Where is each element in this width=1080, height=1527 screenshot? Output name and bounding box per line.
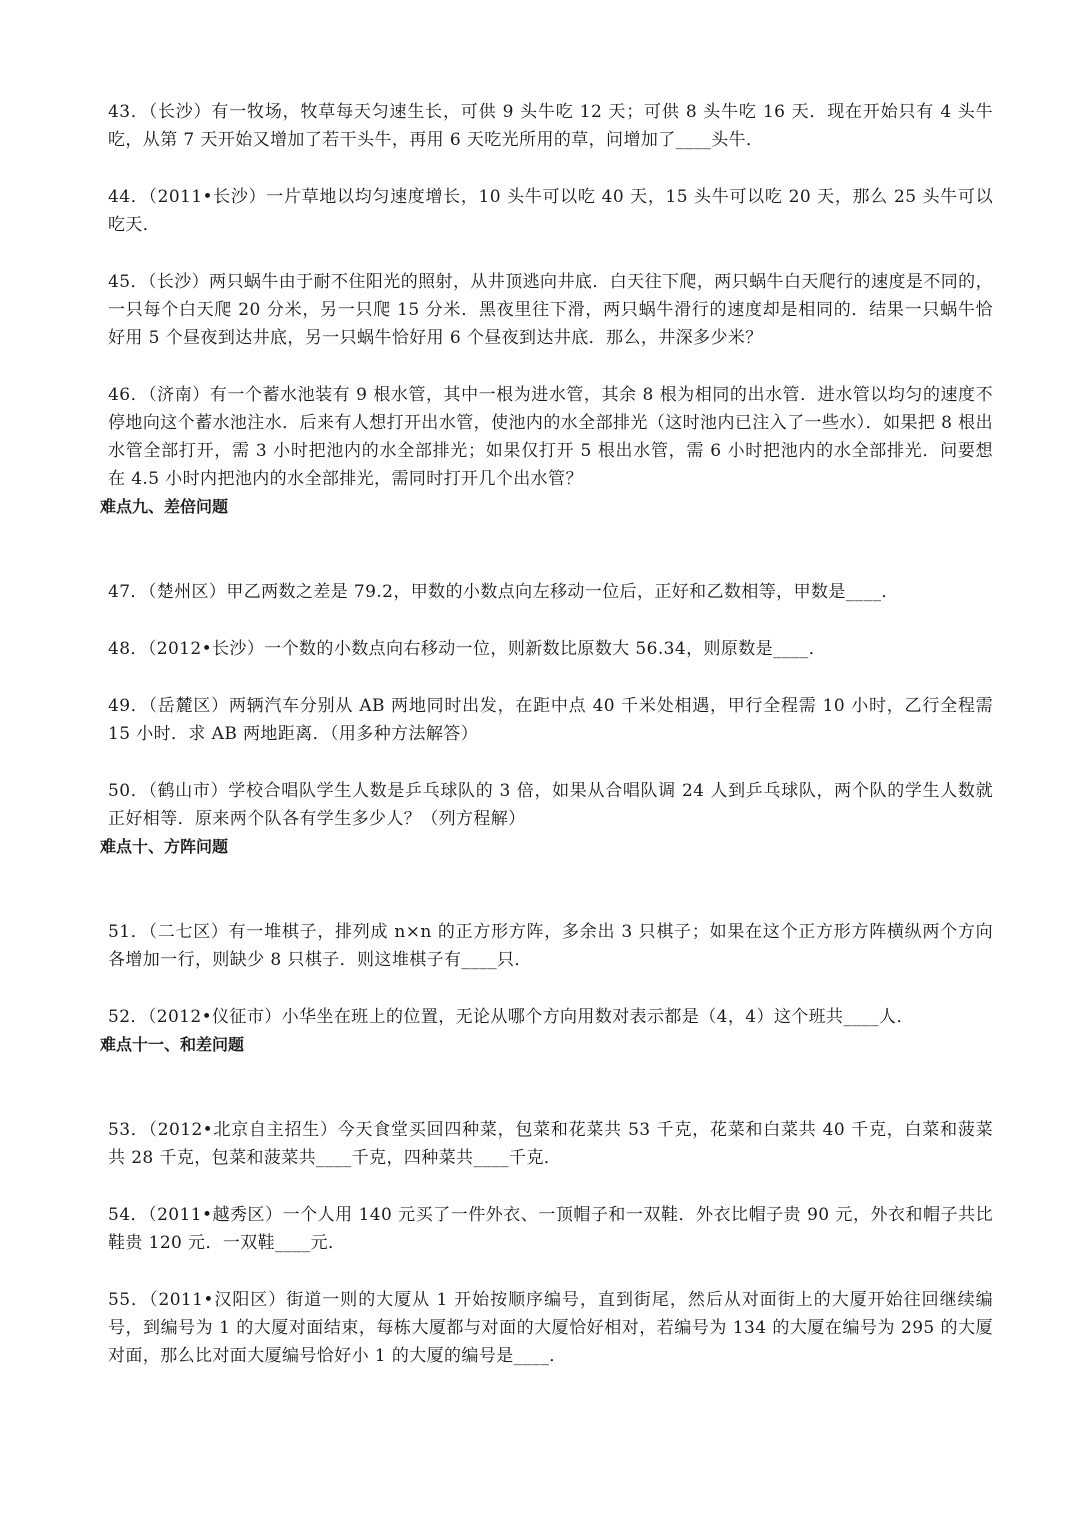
problem-46: 46．（济南）有一个蓄水池装有 9 根水管，其中一根为进水管，其余 8 根为相同的出水管．进水管以均匀的速度不停地向这个蓄水池注水．后来有人想打开出水管，使池内的水全部排光（这时池内已注入了一些水）．如果把 8 根出水管全部打开，需 3 小时把池内的水全部排光；如果仅打开 5 根出水管，需 6 小时把池内的水全部排光．问要想在 4.5 小时内把池内的水全部排光，需同时打开几个出水管？ xyxy=(108,385,993,489)
problem-44: 44．（2011•长沙）一片草地以均匀速度增长，10 头牛可以吃 40 天，15 头牛可以吃 20 天，那么 25 头牛可以吃天． xyxy=(108,187,993,235)
problem-47: 47．（楚州区）甲乙两数之差是 79.2，甲数的小数点向左移动一位后，正好和乙数相等，甲数是____． xyxy=(108,582,899,602)
problem-48: 48．（2012•长沙）一个数的小数点向右移动一位，则新数比原数大 56.34，则原数是____． xyxy=(108,639,827,659)
problem-50: 50．（鹤山市）学校合唱队学生人数是乒乓球队的 3 倍，如果从合唱队调 24 人到乒乓球队，两个队的学生人数就正好相等．原来两个队各有学生多少人？（列方程解） xyxy=(108,781,993,829)
problem-49: 49．（岳麓区）两辆汽车分别从 AB 两地同时出发，在距中点 40 千米处相遇，甲行全程需 10 小时，乙行全程需 15 小时．求 AB 两地距离．（用多种方法解答） xyxy=(108,696,999,744)
problem-54: 54．（2011•越秀区）一个人用 140 元买了一件外衣、一顶帽子和一双鞋．外衣比帽子贵 90 元，外衣和帽子共比鞋贵 120 元．一双鞋____元． xyxy=(108,1205,993,1253)
problem-53: 53．（2012•北京自主招生）今天食堂买回四种菜，包菜和花菜共 53 千克，花菜和白菜共 40 千克，白菜和菠菜共 28 千克，包菜和菠菜共____千克，四种菜共____千克． xyxy=(108,1120,993,1168)
problem-51: 51．（二七区）有一堆棋子，排列成 n×n 的正方形方阵，多余出 3 只棋子；如果在这个正方形方阵横纵两个方向各增加一行，则缺少 8 只棋子．则这堆棋子有____只． xyxy=(108,922,993,970)
section-heading-sum-difference: 难点十一、和差问题 xyxy=(100,1035,245,1054)
problem-52: 52．（2012•仪征市）小华坐在班上的位置，无论从哪个方向用数对表示都是（4，4）这个班共____人． xyxy=(108,1007,914,1027)
section-heading-difference-multiple: 难点九、差倍问题 xyxy=(100,497,229,516)
section-heading-square-array: 难点十、方阵问题 xyxy=(100,837,229,856)
problem-45: 45．（长沙）两只蜗牛由于耐不住阳光的照射，从井顶逃向井底．白天往下爬，两只蜗牛白天爬行的速度是不同的，一只每个白天爬 20 分米，另一只爬 15 分米．黑夜里往下滑，两只蜗牛滑行的速度却是相同的．结果一只蜗牛恰好用 5 个昼夜到达井底，另一只蜗牛恰好用 6 个昼夜到达井底．那么，井深多少米？ xyxy=(108,272,993,348)
problem-43: 43．（长沙）有一牧场，牧草每天匀速生长，可供 9 头牛吃 12 天；可供 8 头牛吃 16 天．现在开始只有 4 头牛吃，从第 7 天开始又增加了若干头牛，再用 6 天吃光所用的草，问增加了____头牛． xyxy=(108,102,993,150)
problem-55: 55．（2011•汉阳区）街道一则的大厦从 1 开始按顺序编号，直到街尾，然后从对面街上的大厦开始往回继续编号，到编号为 1 的大厦对面结束，每栋大厦都与对面的大厦恰好相对，若编号为 134 的大厦在编号为 295 的大厦对面，那么比对面大厦编号恰好小 1 的大厦的编号是____． xyxy=(108,1290,993,1366)
